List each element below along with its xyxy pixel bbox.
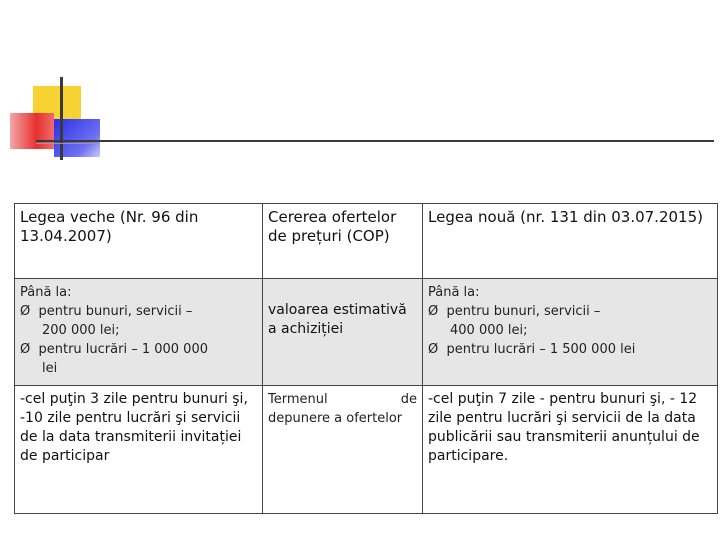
table-header-row — [15, 204, 718, 279]
header-old-law: Legea veche (Nr. 96 din 13.04.2007) — [15, 204, 263, 279]
cell-old-deadline: -cel puţin 3 zile pentru bunuri şi, -10 zile pentru lucrări şi servicii de la data transmiterii invitației de participar — [15, 386, 263, 514]
list-item-continued: lei — [42, 361, 58, 376]
comparison-table — [14, 203, 718, 514]
decor-horizontal-line — [36, 140, 714, 142]
cell-new-deadline: -cel puţin 7 zile - pentru bunuri şi, - 12 zile pentru lucrări şi servicii de la data publicării sau transmiterii anunțului de participare. — [423, 386, 718, 514]
cell-cop-deadline — [263, 386, 423, 514]
list-item: Ø pentru bunuri, servicii – — [20, 304, 193, 319]
cell-old-threshold — [15, 279, 263, 386]
list-item: Ø pentru lucrări – 1 000 000 — [20, 342, 208, 357]
cop-threshold-text: valoarea estimativă a achiziției — [268, 302, 407, 337]
intro-text: Până la: — [20, 285, 72, 300]
bullet-arrow-icon: Ø — [20, 304, 31, 319]
intro-text: Până la: — [428, 285, 480, 300]
bullet-arrow-icon: Ø — [428, 342, 439, 357]
decor-horizontal-line-short — [36, 143, 96, 144]
header-new-law: Legea nouă (nr. 131 din 03.07.2015) — [423, 204, 718, 279]
table-row-threshold — [15, 279, 718, 386]
cell-new-threshold — [423, 279, 718, 386]
table-row-deadline — [15, 386, 718, 514]
deadline-first-line: Termenul de — [268, 392, 417, 407]
bullet-arrow-icon: Ø — [428, 304, 439, 319]
deadline-rest: depunere a ofertelor — [268, 411, 403, 426]
list-item-continued: 400 000 lei; — [450, 323, 528, 338]
list-item: Ø pentru lucrări – 1 500 000 lei — [428, 342, 636, 357]
bullet-arrow-icon: Ø — [20, 342, 31, 357]
list-item-continued: 200 000 lei; — [42, 323, 120, 338]
decor-vertical-line — [60, 77, 63, 160]
cell-cop-threshold — [263, 279, 423, 386]
list-item: Ø pentru bunuri, servicii – — [428, 304, 601, 319]
header-cop: Cererea ofertelor de prețuri (COP) — [263, 204, 423, 279]
